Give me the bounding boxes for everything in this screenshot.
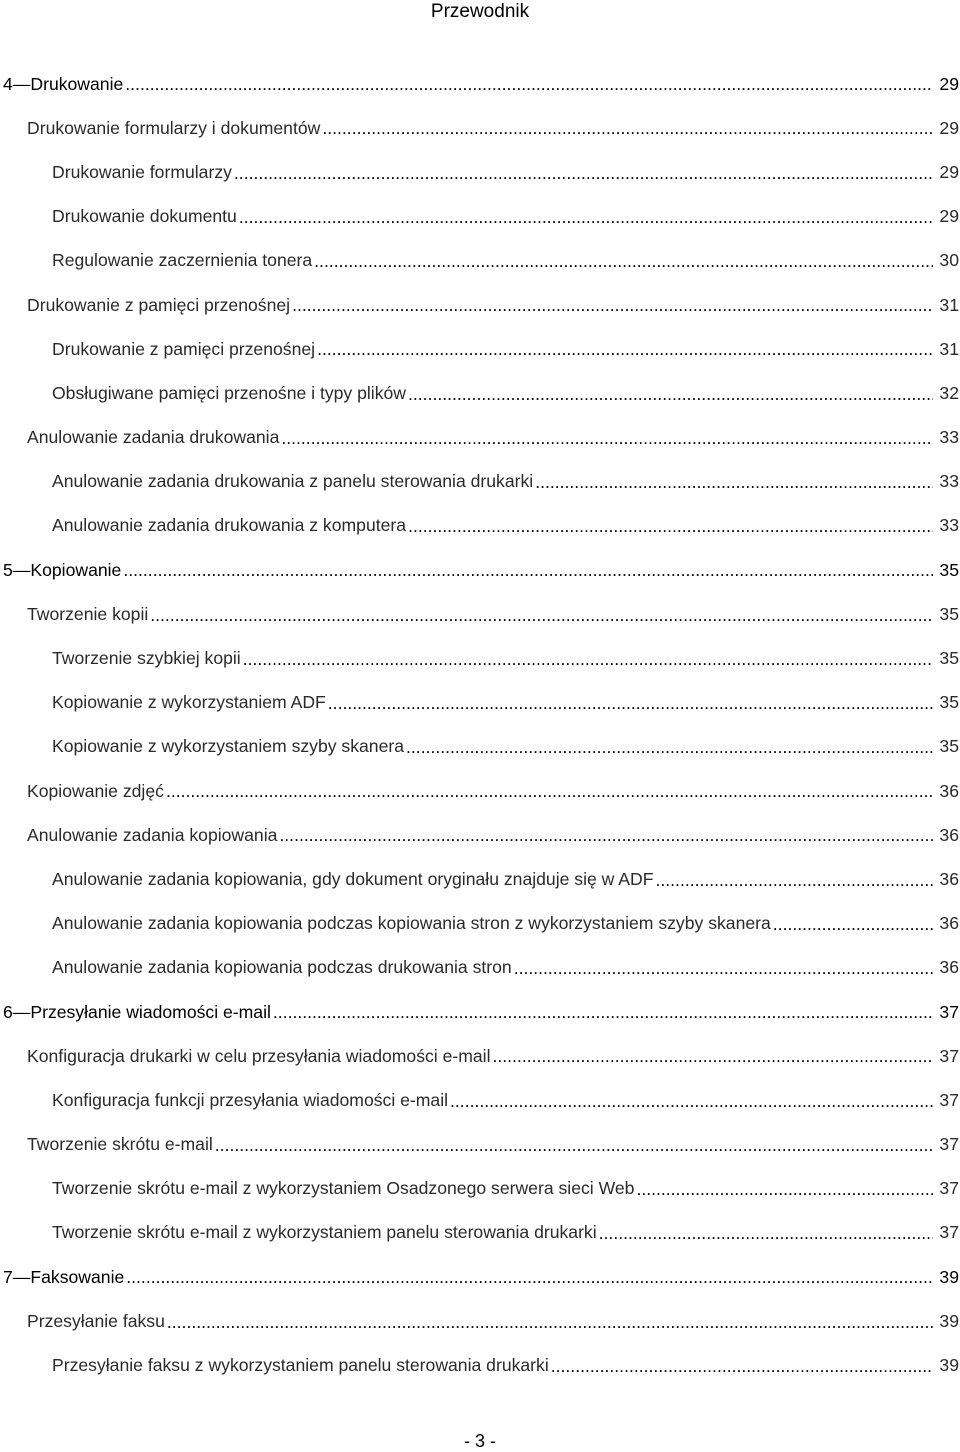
toc-entry-page: 33 [939,427,959,448]
toc-entry-page: 30 [939,250,959,271]
toc-dot-leader [239,209,933,227]
toc-entry-title: Konfiguracja funkcji przesyłania wiadomości e-mail [52,1089,449,1110]
toc-entry-page: 29 [939,161,959,182]
toc-entry[interactable] [0,327,960,371]
toc-dot-leader [167,1314,933,1332]
toc-entry-page: 33 [939,515,959,536]
toc-dot-leader [123,562,933,580]
toc-entry-page: 31 [939,338,959,359]
header-title: Przewodnik [430,1,530,22]
toc-entry-page: 35 [939,736,959,757]
toc-entry[interactable] [0,1299,960,1343]
toc-dot-leader [317,341,933,359]
toc-entry[interactable] [0,769,960,813]
toc-dot-leader [656,872,934,890]
toc-entry[interactable] [0,106,960,150]
toc-entry-title: Tworzenie skrótu e-mail z wykorzystaniem panelu sterowania drukarki [52,1222,597,1243]
toc-entry-title: Drukowanie dokumentu [52,206,237,227]
toc-dot-leader [450,1093,933,1111]
toc-entry-title: Tworzenie szybkiej kopii [52,648,241,669]
toc-entry-title: Drukowanie z pamięci przenośnej [27,294,291,315]
toc-dot-leader [292,297,933,315]
toc-entry[interactable] [0,1123,960,1167]
toc-entry-page: 37 [939,1222,959,1243]
toc-entry-title: Anulowanie zadania drukowania z panelu sterowania drukarki [52,471,534,492]
toc-dot-leader [126,1269,933,1287]
toc-entry-title: Tworzenie kopii [27,603,149,624]
toc-dot-leader [166,783,933,801]
page-footer [0,1430,960,1452]
toc-entry[interactable] [0,1167,960,1211]
toc-entry-page: 37 [939,1178,959,1199]
toc-entry-title: Kopiowanie zdjęć [27,780,164,801]
toc-entry-page: 37 [939,1045,959,1066]
toc-entry-page: 36 [939,824,959,845]
page-header [0,0,960,26]
toc-entry[interactable] [0,1034,960,1078]
toc-dot-leader [636,1181,933,1199]
toc-dot-leader [514,960,933,978]
toc-entry-page: 29 [939,206,959,227]
toc-entry-page: 35 [939,603,959,624]
toc-entry[interactable] [0,1078,960,1122]
toc-entry-page: 39 [939,1266,959,1287]
toc-entry[interactable] [0,62,960,106]
toc-entry[interactable] [0,813,960,857]
toc-entry-title: Kopiowanie z wykorzystaniem ADF [52,692,326,713]
toc-entry-page: 37 [939,1001,959,1022]
toc-dot-leader [408,386,933,404]
toc-entry-page: 37 [939,1089,959,1110]
toc-entry-title: Anulowanie zadania kopiowania podczas drukowania stron [52,957,512,978]
toc-entry-page: 29 [939,117,959,138]
toc-entry-title: Drukowanie formularzy i dokumentów [27,117,321,138]
toc-entry-page: 33 [939,471,959,492]
toc-dot-leader [273,1004,933,1022]
toc-entry-page: 35 [939,559,959,580]
toc-dot-leader [408,518,933,536]
toc-entry-page: 39 [939,1310,959,1331]
toc-entry-page: 36 [939,780,959,801]
toc-dot-leader [125,76,933,94]
toc-entry-page: 29 [939,73,959,94]
toc-entry-title: Obsługiwane pamięci przenośne i typy plików [52,382,407,403]
toc-dot-leader [322,120,933,138]
toc-entry-page: 37 [939,1134,959,1155]
toc-dot-leader [535,474,933,492]
toc-entry-page: 31 [939,294,959,315]
toc-dot-leader [234,165,933,183]
toc-entry-title: Anulowanie zadania drukowania z komputera [52,515,407,536]
toc-dot-leader [243,651,933,669]
toc-entry-page: 36 [939,913,959,934]
toc-entry-title: Tworzenie skrótu e-mail [27,1134,213,1155]
toc-entry-title: Regulowanie zaczernienia tonera [52,250,313,271]
toc-entry-title: Anulowanie zadania drukowania [27,427,280,448]
toc-entry[interactable] [0,371,960,415]
toc-entry[interactable] [0,946,960,990]
toc-entry-title: Tworzenie skrótu e-mail z wykorzystaniem Osadzonego serwera sieci Web [52,1178,635,1199]
toc-entry[interactable] [0,1343,960,1387]
toc-dot-leader [281,430,933,448]
toc-entry-title: Kopiowanie z wykorzystaniem szyby skanera [52,736,405,757]
toc-entry-title: Konfiguracja drukarki w celu przesyłania wiadomości e-mail [27,1045,491,1066]
toc-entry[interactable] [0,1255,960,1299]
toc-entry[interactable] [0,725,960,769]
toc-entry[interactable] [0,548,960,592]
toc-dot-leader [279,827,933,845]
toc-entry-page: 36 [939,868,959,889]
table-of-contents [0,62,960,1388]
toc-entry[interactable] [0,460,960,504]
toc-entry-title: Anulowanie zadania kopiowania podczas kopiowania stron z wykorzystaniem szyby skanera [52,913,771,934]
toc-entry-title: Przesyłanie faksu z wykorzystaniem panelu sterowania drukarki [52,1355,549,1376]
toc-entry[interactable] [0,681,960,725]
toc-dot-leader [773,916,933,934]
toc-entry[interactable] [0,416,960,460]
toc-dot-leader [314,253,933,271]
toc-dot-leader [493,1048,934,1066]
toc-entry-page: 39 [939,1355,959,1376]
toc-entry[interactable] [0,636,960,680]
toc-entry-title: 4—Drukowanie [3,73,124,94]
toc-entry-title: Drukowanie z pamięci przenośnej [52,338,316,359]
toc-entry[interactable] [0,857,960,901]
toc-entry[interactable] [0,150,960,194]
toc-entry[interactable] [0,902,960,946]
toc-entry-page: 35 [939,648,959,669]
toc-entry-title: Przesyłanie faksu [27,1310,165,1331]
toc-dot-leader [328,695,933,713]
toc-entry[interactable] [0,592,960,636]
toc-entry[interactable] [0,239,960,283]
toc-entry[interactable] [0,990,960,1034]
toc-entry-title: 6—Przesyłanie wiadomości e-mail [3,1001,271,1022]
toc-entry-title: 7—Faksowanie [3,1266,125,1287]
toc-entry[interactable] [0,504,960,548]
toc-entry-page: 32 [939,382,959,403]
toc-entry-title: Anulowanie zadania kopiowania, gdy dokument oryginału znajduje się w ADF [52,868,654,889]
toc-dot-leader [551,1358,933,1376]
toc-entry[interactable] [0,1211,960,1255]
toc-dot-leader [215,1137,933,1155]
toc-entry[interactable] [0,195,960,239]
toc-entry[interactable] [0,283,960,327]
toc-entry-title: 5—Kopiowanie [3,559,122,580]
toc-entry-title: Anulowanie zadania kopiowania [27,824,278,845]
page-number: - 3 - [463,1431,496,1451]
toc-entry-title: Drukowanie formularzy [52,161,232,182]
toc-entry-page: 36 [939,957,959,978]
toc-dot-leader [406,739,933,757]
toc-entry-page: 35 [939,692,959,713]
toc-dot-leader [150,607,933,625]
toc-dot-leader [599,1225,933,1243]
